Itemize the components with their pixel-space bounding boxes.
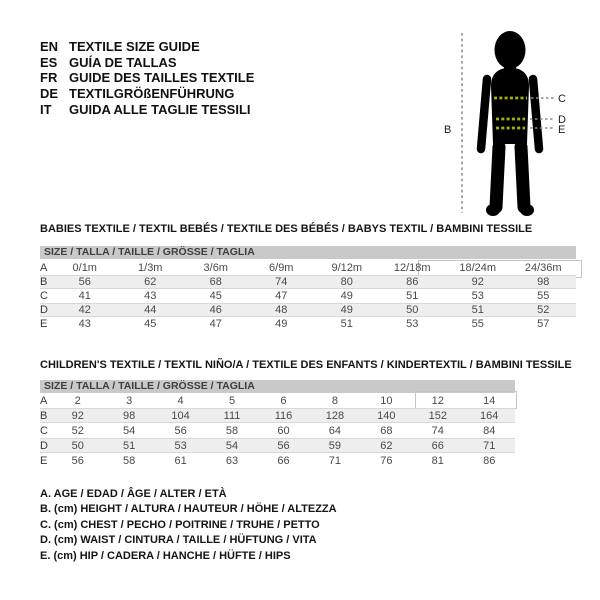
cell-value: 12 xyxy=(431,394,444,407)
cell-value: 55 xyxy=(537,290,550,302)
cell-value: 52 xyxy=(71,424,84,437)
cell-value: 53 xyxy=(174,439,187,452)
cell-value: 68 xyxy=(209,276,222,288)
row-label: E xyxy=(40,454,48,467)
cell-value: 49 xyxy=(340,304,353,316)
row-label: C xyxy=(40,424,48,437)
cell-value: 116 xyxy=(274,409,293,422)
babies-table-rows xyxy=(40,261,576,331)
cell-value: 84 xyxy=(483,424,496,437)
cell-value: 62 xyxy=(144,276,157,288)
children-table-row-c xyxy=(40,423,515,438)
cell-value: 76 xyxy=(380,454,393,467)
cell-value: 68 xyxy=(380,424,393,437)
legend-item: B. (cm) HEIGHT / ALTURA / HAUTEUR / HÖHE / ALTEZZA xyxy=(40,503,337,516)
cell-value: 152 xyxy=(428,409,447,422)
cell-value: 18/24m xyxy=(459,262,497,274)
children-table-row-e xyxy=(40,453,515,468)
children-table-row-a xyxy=(40,393,515,408)
cell-value: 58 xyxy=(123,454,136,467)
cell-value: 14 xyxy=(483,394,496,407)
cell-value: 104 xyxy=(171,409,190,422)
cell-value: 164 xyxy=(480,409,499,422)
cell-value: 51 xyxy=(123,439,136,452)
cell-value: 74 xyxy=(431,424,444,437)
cell-value: 64 xyxy=(328,424,342,437)
language-item xyxy=(40,86,254,102)
language-title: GUÍA DE TALLAS xyxy=(69,54,177,70)
cell-value: 6 xyxy=(280,394,287,407)
cell-value: 71 xyxy=(483,439,496,452)
legend-item: C. (cm) CHEST / PECHO / POITRINE / TRUHE / PETTO xyxy=(40,518,320,531)
children-table-header: SIZE / TALLA / TAILLE / GRÖSSE / TAGLIA xyxy=(40,380,515,393)
cell-value: 51 xyxy=(406,290,419,302)
cell-value: 4 xyxy=(177,394,184,407)
measurement-legend xyxy=(40,487,337,564)
cell-value: 92 xyxy=(471,276,484,288)
cell-value: 47 xyxy=(209,318,222,330)
cell-value: 128 xyxy=(325,409,345,422)
cell-value: 140 xyxy=(377,409,396,422)
cell-value: 12/18m xyxy=(393,262,431,274)
cell-value: 3 xyxy=(126,394,133,407)
row-label: D xyxy=(40,304,48,316)
cell-value: 81 xyxy=(431,454,444,467)
cell-value: 92 xyxy=(71,409,84,422)
cell-value: 1/3m xyxy=(138,262,163,274)
cell-value: 66 xyxy=(431,439,444,452)
height-label: B xyxy=(444,124,452,136)
children-table-title: CHILDREN'S TEXTILE / TEXTIL NIÑO/A / TEXTILE DES ENFANTS / KINDERTEXTIL / BAMBINI TESSILE xyxy=(40,359,572,371)
cell-value: 43 xyxy=(144,290,157,302)
cell-value: 52 xyxy=(537,304,550,316)
babies-table-row-a xyxy=(40,261,576,275)
babies-table-row-b xyxy=(40,275,576,289)
legend-item: D. (cm) WAIST / CINTURA / TAILLE / HÜFTUNG / VITA xyxy=(40,534,317,547)
babies-table-row-c xyxy=(40,289,576,303)
language-code: IT xyxy=(40,101,52,117)
cell-value: 49 xyxy=(340,290,353,302)
row-label: D xyxy=(40,439,48,452)
legend-item: E. (cm) HIP / CADERA / HANCHE / HÜFTE / HIPS xyxy=(40,549,291,562)
cell-value: 24/36m xyxy=(524,262,562,274)
children-table-row-b xyxy=(40,408,515,423)
row-label: B xyxy=(40,409,48,422)
cell-value: 9/12m xyxy=(331,262,363,274)
babies-table-row-e xyxy=(40,317,576,331)
cell-value: 43 xyxy=(78,318,91,330)
language-code: FR xyxy=(40,70,58,86)
cell-value: 0/1m xyxy=(72,262,97,274)
cell-value: 59 xyxy=(328,439,342,452)
cell-value: 45 xyxy=(144,318,157,330)
cell-value: 61 xyxy=(174,454,187,467)
language-item xyxy=(40,102,254,118)
cell-value: 5 xyxy=(228,394,236,407)
cell-value: 86 xyxy=(406,276,419,288)
babies-table-row-d xyxy=(40,303,576,317)
language-item xyxy=(40,39,254,55)
babies-table-title: BABIES TEXTILE / TEXTIL BEBÉS / TEXTILE DES BÉBÉS / BABYS TEXTIL / BAMBINI TESSILE xyxy=(40,223,533,235)
cell-value: 45 xyxy=(209,290,222,302)
waist-label: D xyxy=(558,114,566,126)
cell-value: 51 xyxy=(471,304,484,316)
language-code: DE xyxy=(40,86,59,102)
cell-value: 56 xyxy=(71,454,84,467)
cell-value: 46 xyxy=(209,304,222,316)
child-silhouette xyxy=(481,31,539,216)
cell-value: 44 xyxy=(144,304,157,316)
cell-value: 41 xyxy=(78,290,91,302)
cell-value: 50 xyxy=(71,439,84,452)
cell-value: 63 xyxy=(225,454,239,467)
cell-value: 56 xyxy=(277,439,290,452)
cell-value: 71 xyxy=(328,454,342,467)
cell-value: 42 xyxy=(78,304,91,316)
row-label: C xyxy=(40,290,48,302)
language-item xyxy=(40,55,254,71)
row-label: B xyxy=(40,276,48,288)
cell-value: 66 xyxy=(277,454,290,467)
cell-value: 55 xyxy=(471,318,484,330)
cell-value: 2 xyxy=(74,394,81,407)
cell-value: 8 xyxy=(331,394,338,407)
language-item xyxy=(40,70,254,86)
language-code: EN xyxy=(40,39,59,54)
language-code: ES xyxy=(40,54,58,70)
legend-item: A. AGE / EDAD / ÂGE / ALTER / ETÀ xyxy=(40,488,227,500)
cell-value: 48 xyxy=(275,304,288,316)
cell-value: 80 xyxy=(340,276,353,288)
cell-value: 98 xyxy=(123,409,136,422)
cell-value: 56 xyxy=(174,424,187,437)
children-table-rows xyxy=(40,393,515,468)
cell-value: 54 xyxy=(123,424,136,437)
row-label: E xyxy=(40,318,48,330)
cell-value: 47 xyxy=(275,290,288,302)
language-title: GUIDA ALLE TAGLIE TESSILI xyxy=(69,101,251,117)
cell-value: 51 xyxy=(340,318,353,330)
row-label: A xyxy=(40,394,48,407)
cell-value: 58 xyxy=(225,424,239,437)
child-figure-diagram xyxy=(430,10,600,225)
language-list xyxy=(40,39,254,117)
cell-value: 60 xyxy=(277,424,290,437)
children-table-row-d xyxy=(40,438,515,453)
chest-label: C xyxy=(558,93,566,105)
cell-value: 74 xyxy=(275,276,288,288)
cell-value: 53 xyxy=(471,290,484,302)
cell-value: 57 xyxy=(537,318,550,330)
language-title: TEXTILGRÖßENFÜHRUNG xyxy=(69,86,235,102)
language-title: TEXTILE SIZE GUIDE xyxy=(69,39,200,54)
cell-value: 6/9m xyxy=(269,262,294,274)
row-label: A xyxy=(40,262,48,274)
cell-value: 3/6m xyxy=(203,262,228,274)
babies-table-header: SIZE / TALLA / TAILLE / GRÖSSE / TAGLIA xyxy=(40,246,576,259)
cell-value: 98 xyxy=(537,276,550,288)
cell-value: 49 xyxy=(275,318,288,330)
hip-label: E xyxy=(558,124,566,136)
cell-value: 54 xyxy=(225,439,239,452)
cell-value: 50 xyxy=(406,304,419,316)
cell-value: 111 xyxy=(223,409,241,422)
cell-value: 62 xyxy=(380,439,393,452)
cell-value: 53 xyxy=(406,318,419,330)
cell-value: 10 xyxy=(380,394,393,407)
cell-value: 86 xyxy=(483,454,496,467)
cell-value: 56 xyxy=(78,276,91,288)
language-title: GUIDE DES TAILLES TEXTILE xyxy=(69,70,255,86)
